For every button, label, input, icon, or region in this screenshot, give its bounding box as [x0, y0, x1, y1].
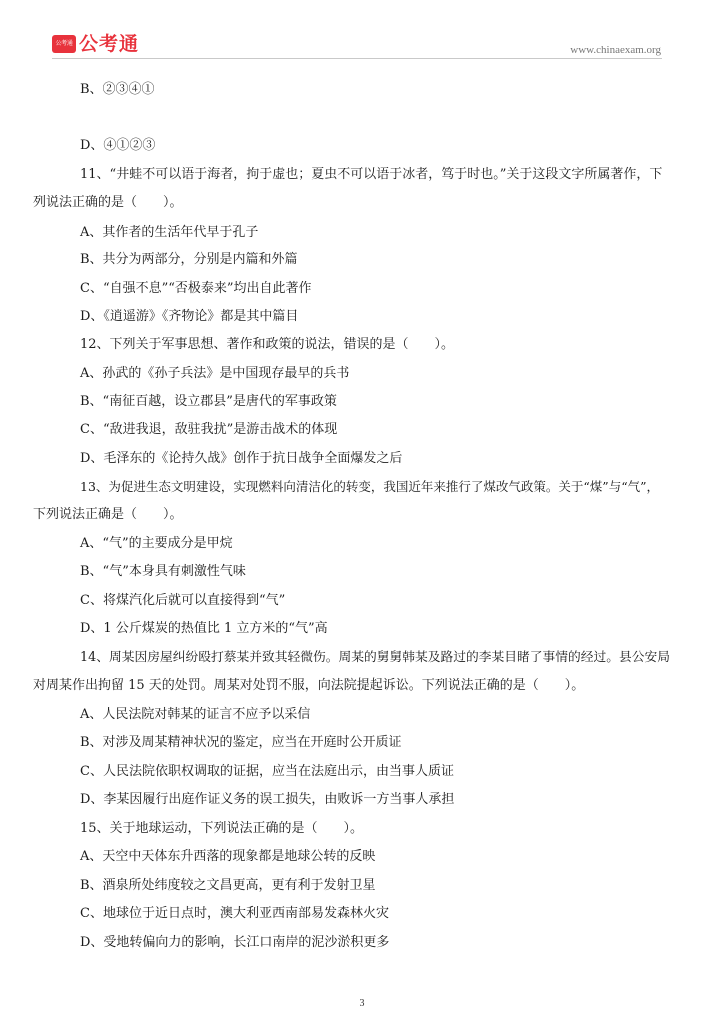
question-15-stem: 15、关于地球运动，下列说法正确的是（ ）。 [80, 821, 364, 836]
question-14-option-b: B、对涉及周某精神状况的鉴定，应当在开庭时公开质证 [80, 735, 402, 750]
question-12-option-c: C、“敌进我退，敌驻我扰”是游击战术的体现 [80, 422, 338, 437]
question-13-stem-line1: 13、为促进生态文明建设，实现燃料向清洁化的转变，我国近年来推行了煤改气政策。关于“煤”与“气”， [80, 479, 659, 494]
site-url: www.chinaexam.org [570, 44, 661, 56]
question-14-option-c: C、人民法院依职权调取的证据，应当在法庭出示，由当事人质证 [80, 764, 454, 779]
logo-badge: 公考通 [52, 35, 76, 53]
question-15-option-a: A、天空中天体东升西落的现象都是地球公转的反映 [80, 849, 376, 864]
prev-option-b: B、②③④① [80, 82, 155, 97]
question-15-option-d: D、受地转偏向力的影响，长江口南岸的泥沙淤积更多 [80, 935, 390, 950]
page-number: 3 [359, 998, 365, 1009]
question-15-option-c: C、地球位于近日点时，澳大利亚西南部易发森林火灾 [80, 906, 389, 921]
question-11-option-a: A、其作者的生活年代早于孔子 [80, 225, 259, 240]
question-13-option-d: D、1 公斤煤炭的热值比 1 立方米的“气”高 [80, 621, 328, 636]
question-14-option-a: A、人民法院对韩某的证言不应予以采信 [80, 707, 311, 722]
prev-option-d: D、④①②③ [80, 138, 156, 153]
question-11-stem-line1: 11、“井蛙不可以语于海者，拘于虚也；夏虫不可以语于冰者，笃于时也。”关于这段文字所属著作，下 [80, 167, 663, 182]
question-11-option-d: D、《逍遥游》《齐物论》都是其中篇目 [80, 309, 299, 324]
question-14-option-d: D、李某因履行出庭作证义务的误工损失，由败诉一方当事人承担 [80, 792, 455, 807]
question-13-option-b: B、“气”本身具有刺激性气味 [80, 564, 246, 579]
question-11-option-b: B、共分为两部分，分别是内篇和外篇 [80, 252, 298, 267]
question-13-option-c: C、将煤汽化后就可以直接得到“气” [80, 593, 286, 608]
logo-wordmark: 公考通 [79, 33, 140, 55]
question-12-option-d: D、毛泽东的《论持久战》创作于抗日战争全面爆发之后 [80, 451, 403, 466]
question-14-stem-line1: 14、周某因房屋纠纷殴打蔡某并致其轻微伤。周某的舅舅韩某及路过的李某目睹了事情的经过。县公安局 [80, 650, 670, 665]
question-13-option-a: A、“气”的主要成分是甲烷 [80, 536, 233, 551]
question-11-option-c: C、“自强不息”“否极泰来”均出自此著作 [80, 281, 312, 296]
question-15-option-b: B、酒泉所处纬度较之文昌更高，更有利于发射卫星 [80, 878, 376, 893]
question-12-option-b: B、“南征百越，设立郡县”是唐代的军事政策 [80, 394, 337, 409]
question-14-stem-line2: 对周某作出拘留 15 天的处罚。周某对处罚不服，向法院提起诉讼。下列说法正确的是（ ）。 [33, 678, 585, 693]
question-12-stem: 12、下列关于军事思想、著作和政策的说法，错误的是（ ）。 [80, 337, 455, 352]
question-11-stem-line2: 列说法正确的是（ ）。 [33, 195, 183, 210]
question-12-option-a: A、孙武的《孙子兵法》是中国现存最早的兵书 [80, 366, 350, 381]
question-13-stem-line2: 下列说法正确是（ ）。 [33, 507, 183, 522]
